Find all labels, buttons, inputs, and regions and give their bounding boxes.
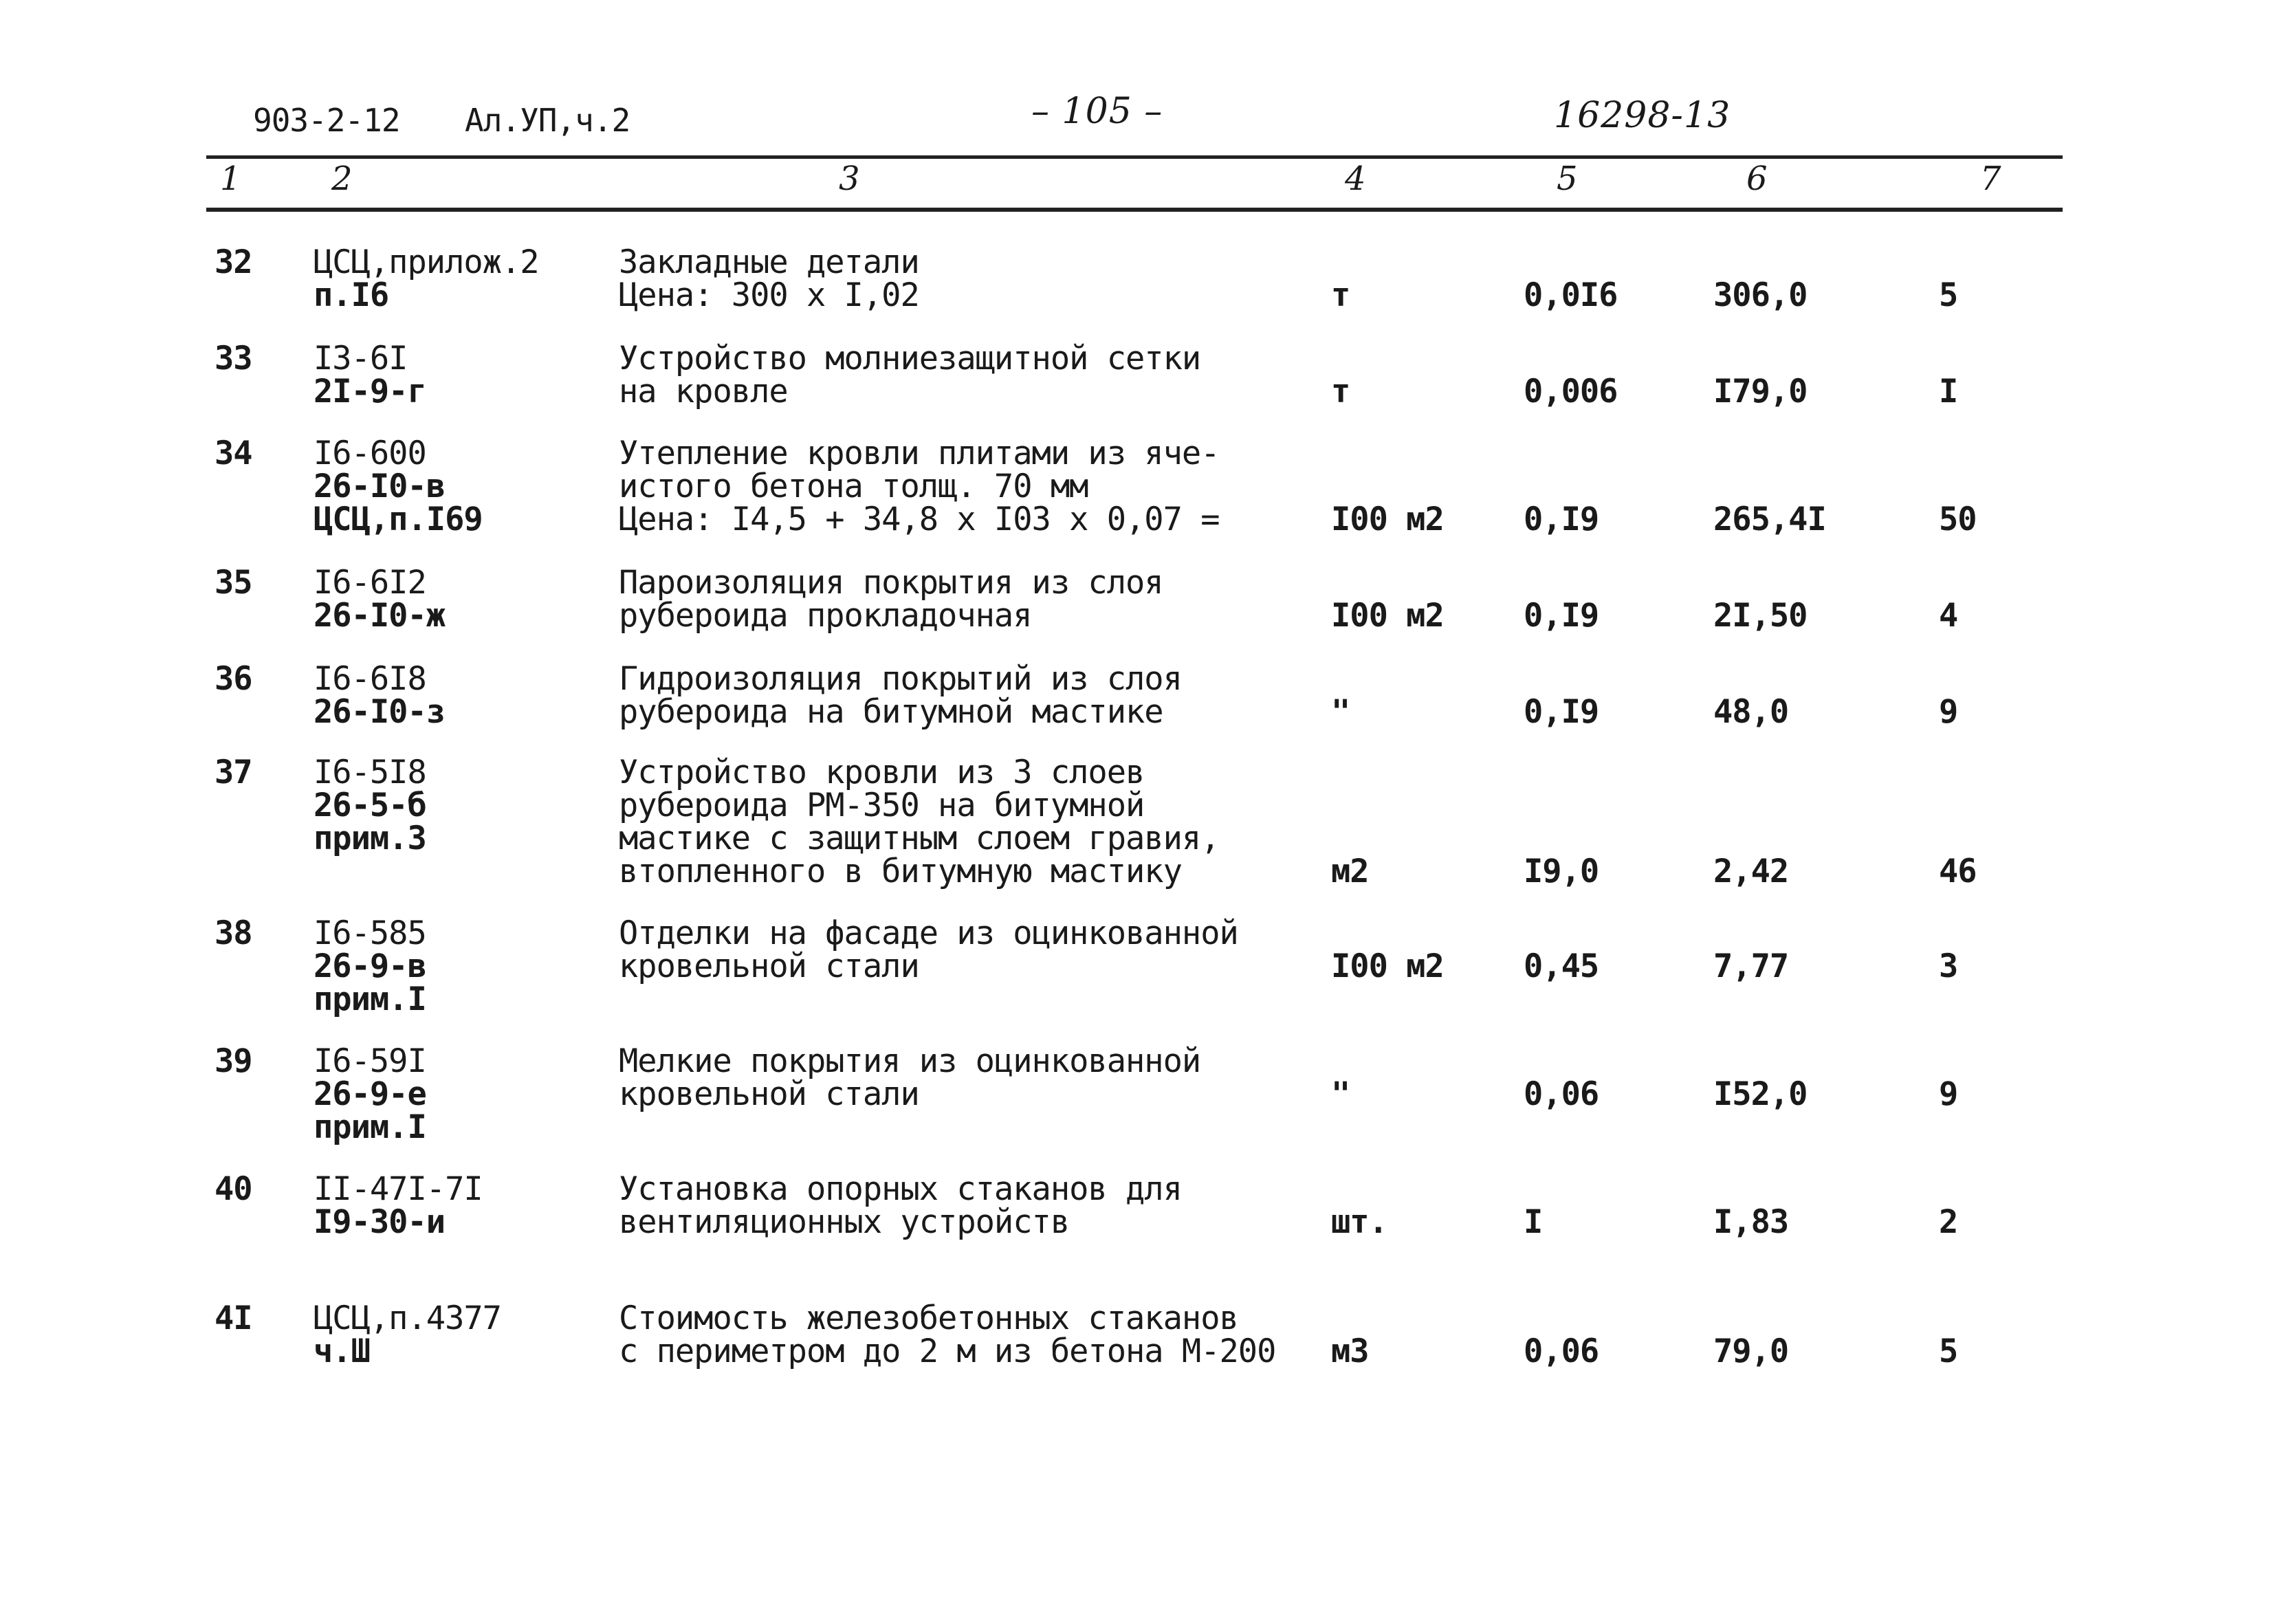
quantity: I bbox=[1524, 1203, 1543, 1241]
reference-line: прим.3 bbox=[314, 820, 426, 857]
row-number: 34 bbox=[215, 435, 252, 472]
unit-price: 265,4I bbox=[1713, 501, 1826, 538]
unit: I00 м2 bbox=[1331, 597, 1444, 635]
description-line: рубероида на битумной мастике bbox=[619, 693, 1163, 731]
reference-line: 26-9-в bbox=[314, 947, 426, 985]
row-number: 39 bbox=[215, 1042, 252, 1080]
description-line: Цена: I4,5 + 34,8 х I03 х 0,07 = bbox=[619, 501, 1220, 538]
total-cost: 3 bbox=[1939, 947, 1958, 985]
reference-line: I6-59I bbox=[314, 1042, 426, 1080]
row-number: 37 bbox=[215, 754, 252, 791]
reference-line: 26-I0-ж bbox=[314, 597, 446, 635]
unit-price: 7,77 bbox=[1713, 947, 1789, 985]
description-line: Пароизоляция покрытия из слоя bbox=[619, 564, 1163, 602]
description-line: Мелкие покрытия из оцинкованной bbox=[619, 1042, 1201, 1080]
reference-line: I6-5I8 bbox=[314, 754, 426, 791]
description-line: Установка опорных стаканов для bbox=[619, 1170, 1182, 1208]
row-number: 35 bbox=[215, 564, 252, 602]
total-cost: 9 bbox=[1939, 693, 1958, 731]
description-line: Устройство кровли из 3 слоев bbox=[619, 754, 1145, 791]
reference-line: I9-30-и bbox=[314, 1203, 446, 1241]
total-cost: I bbox=[1939, 373, 1958, 410]
description-line: вентиляционных устройств bbox=[619, 1203, 1070, 1241]
unit: шт. bbox=[1331, 1203, 1387, 1241]
description-line: Стоимость железобетонных стаканов bbox=[619, 1299, 1238, 1337]
reference-line: прим.I bbox=[314, 1108, 426, 1146]
row-number: 32 bbox=[215, 243, 252, 281]
description-line: Цена: 300 х I,02 bbox=[619, 276, 919, 314]
quantity: I9,0 bbox=[1524, 853, 1599, 890]
total-cost: 2 bbox=[1939, 1203, 1958, 1241]
description-line: рубероида РМ-350 на битумной bbox=[619, 787, 1145, 824]
unit: т bbox=[1331, 276, 1350, 314]
column-number: 1 bbox=[220, 160, 241, 198]
reference-line: ЦСЦ,п.4377 bbox=[314, 1299, 501, 1337]
reference-line: ЦСЦ,прилож.2 bbox=[314, 243, 539, 281]
quantity: 0,I9 bbox=[1524, 501, 1599, 538]
reference-line: 26-5-б bbox=[314, 787, 426, 824]
description-line: Гидроизоляция покрытий из слоя bbox=[619, 660, 1182, 698]
reference-line: 2I-9-г bbox=[314, 373, 426, 410]
description-line: рубероида прокладочная bbox=[619, 597, 1032, 635]
inventory-number: 16298-13 bbox=[1554, 95, 1731, 136]
total-cost: 50 bbox=[1939, 501, 1977, 538]
description-line: втопленного в битумную мастику bbox=[619, 853, 1182, 890]
quantity: 0,06 bbox=[1524, 1075, 1599, 1113]
total-cost: 4 bbox=[1939, 597, 1958, 635]
column-number: 6 bbox=[1746, 160, 1768, 198]
description-line: Утепление кровли плитами из ячe- bbox=[619, 435, 1220, 472]
description-line: на кровле bbox=[619, 373, 788, 410]
column-number: 5 bbox=[1557, 160, 1578, 198]
reference-line: ч.Ш bbox=[314, 1332, 370, 1370]
quantity: 0,0I6 bbox=[1524, 276, 1618, 314]
album-ref: Ал.УП,ч.2 bbox=[465, 102, 630, 139]
unit: " bbox=[1331, 1075, 1350, 1113]
header-bottom-rule bbox=[206, 208, 2063, 212]
column-number: 7 bbox=[1980, 160, 2001, 198]
reference-line: 26-I0-з bbox=[314, 693, 446, 731]
unit-price: I52,0 bbox=[1713, 1075, 1808, 1113]
total-cost: 9 bbox=[1939, 1075, 1958, 1113]
unit: м3 bbox=[1331, 1332, 1369, 1370]
row-number: 4I bbox=[215, 1299, 252, 1337]
reference-line: II-47I-7I bbox=[314, 1170, 483, 1208]
row-number: 40 bbox=[215, 1170, 252, 1208]
description-line: Устройство молниезащитной сетки bbox=[619, 340, 1201, 377]
unit-price: I,83 bbox=[1713, 1203, 1789, 1241]
reference-line: I6-585 bbox=[314, 914, 426, 952]
unit-price: 306,0 bbox=[1713, 276, 1808, 314]
quantity: 0,45 bbox=[1524, 947, 1599, 985]
reference-line: ЦСЦ,п.I69 bbox=[314, 501, 483, 538]
row-number: 33 bbox=[215, 340, 252, 377]
description-line: Отделки на фасаде из оцинкованной bbox=[619, 914, 1238, 952]
description-line: мастике с защитным слоем гравия, bbox=[619, 820, 1220, 857]
reference-line: I3-6I bbox=[314, 340, 408, 377]
description-line: кровельной стали bbox=[619, 1075, 919, 1113]
quantity: 0,006 bbox=[1524, 373, 1618, 410]
total-cost: 46 bbox=[1939, 853, 1977, 890]
row-number: 38 bbox=[215, 914, 252, 952]
unit: I00 м2 bbox=[1331, 501, 1444, 538]
quantity: 0,I9 bbox=[1524, 693, 1599, 731]
unit: " bbox=[1331, 693, 1350, 731]
unit-price: 2I,50 bbox=[1713, 597, 1808, 635]
reference-line: п.I6 bbox=[314, 276, 389, 314]
description-line: Закладные детали bbox=[619, 243, 919, 281]
total-cost: 5 bbox=[1939, 1332, 1958, 1370]
reference-line: I6-600 bbox=[314, 435, 426, 472]
description-line: кровельной стали bbox=[619, 947, 919, 985]
quantity: 0,06 bbox=[1524, 1332, 1599, 1370]
doc-code: 903-2-12 bbox=[253, 102, 400, 139]
reference-line: I6-6I8 bbox=[314, 660, 426, 698]
page-number: – 105 – bbox=[1031, 91, 1163, 132]
reference-line: I6-6I2 bbox=[314, 564, 426, 602]
unit: I00 м2 bbox=[1331, 947, 1444, 985]
reference-line: 26-I0-в bbox=[314, 468, 446, 505]
total-cost: 5 bbox=[1939, 276, 1958, 314]
reference-line: 26-9-е bbox=[314, 1075, 426, 1113]
unit-price: 48,0 bbox=[1713, 693, 1789, 731]
header-top-rule bbox=[206, 155, 2063, 159]
unit: т bbox=[1331, 373, 1350, 410]
reference-line: прим.I bbox=[314, 980, 426, 1018]
description-line: с периметром до 2 м из бетона М-200 bbox=[619, 1332, 1276, 1370]
unit-price: I79,0 bbox=[1713, 373, 1808, 410]
column-number: 3 bbox=[839, 160, 860, 198]
description-line: истого бетона толщ. 70 мм bbox=[619, 468, 1088, 505]
row-number: 36 bbox=[215, 660, 252, 698]
unit: м2 bbox=[1331, 853, 1369, 890]
unit-price: 79,0 bbox=[1713, 1332, 1789, 1370]
unit-price: 2,42 bbox=[1713, 853, 1789, 890]
column-number: 2 bbox=[331, 160, 353, 198]
quantity: 0,I9 bbox=[1524, 597, 1599, 635]
column-number: 4 bbox=[1345, 160, 1366, 198]
